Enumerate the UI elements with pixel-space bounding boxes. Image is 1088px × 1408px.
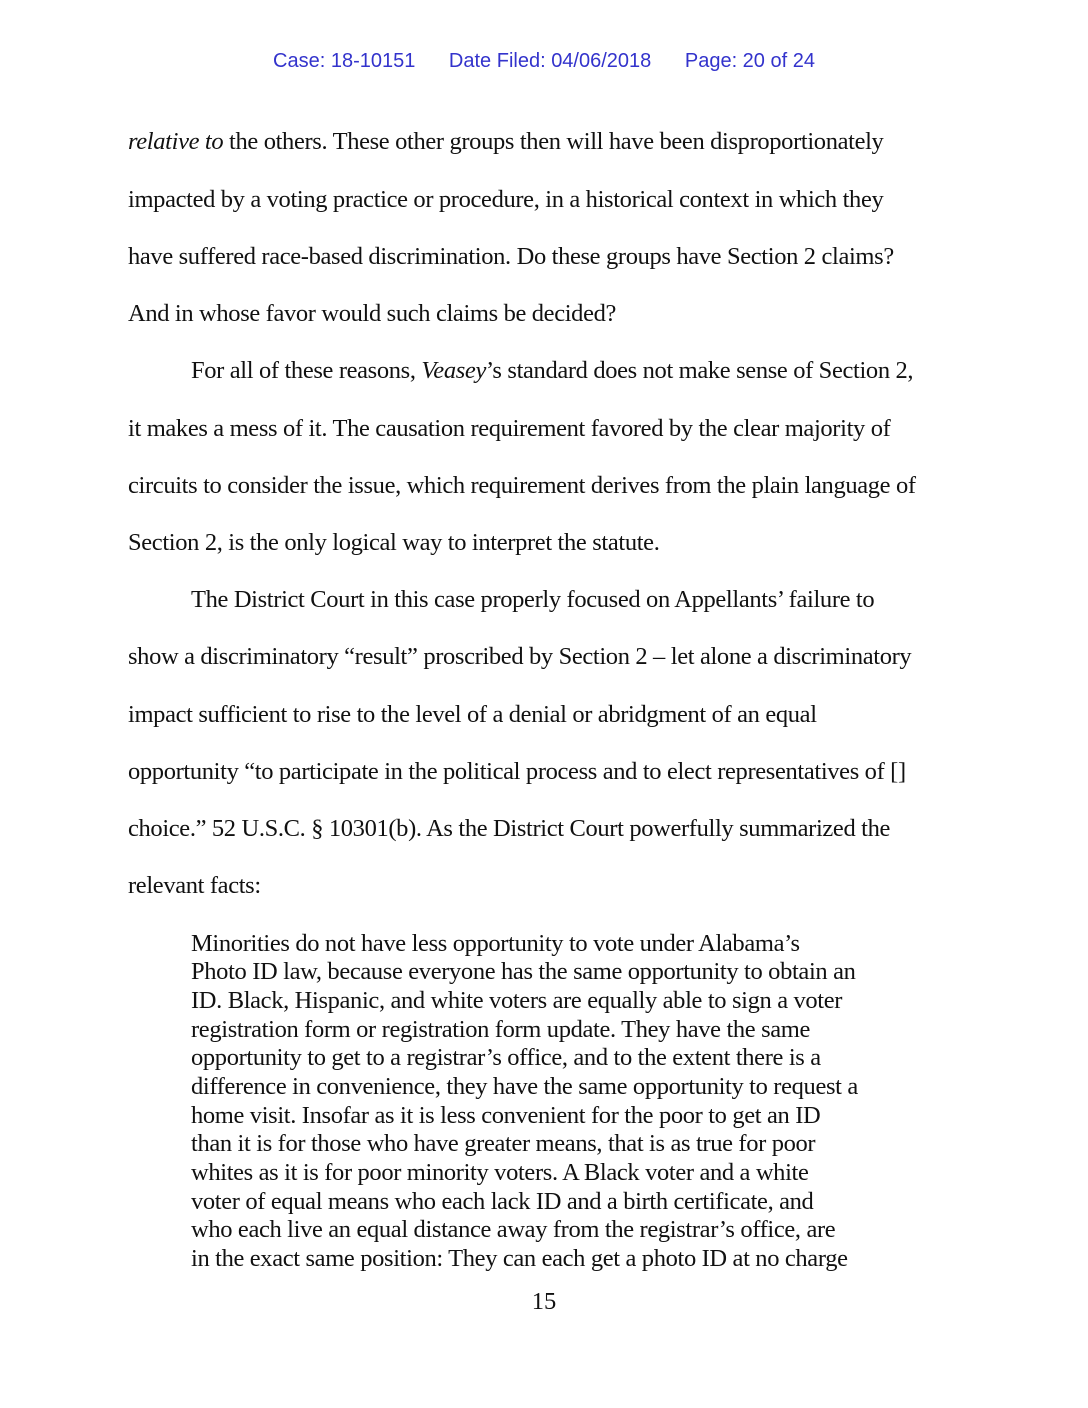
body-line: The District Court in this case properly focused on Appellants’ failure to (191, 586, 875, 613)
body-line: For all of these reasons, Veasey’s standard does not make sense of Section 2, (191, 357, 914, 384)
page-indicator: Page: 20 of 24 (684, 50, 815, 72)
quote-line: whites as it is for poor minority voters. A Black voter and a white (191, 1159, 809, 1186)
quote-line: Minorities do not have less opportunity to vote under Alabama’s (191, 930, 800, 957)
quote-line: than it is for those who have greater means, that is as true for poor (191, 1130, 816, 1157)
quote-line: home visit. Insofar as it is less convenient for the poor to get an ID (191, 1102, 821, 1129)
quote-line: difference in convenience, they have the same opportunity to request a (191, 1073, 858, 1100)
quote-line: Photo ID law, because everyone has the same opportunity to obtain an (191, 958, 856, 985)
body-line: circuits to consider the issue, which requirement derives from the plain language of (128, 472, 916, 499)
quote-line: registration form or registration form update. They have the same (191, 1016, 811, 1043)
body-line: impacted by a voting practice or procedure, in a historical context in which they (128, 186, 884, 213)
filing-header (0, 50, 1088, 73)
case-number: Case: 18-10151 (273, 50, 416, 72)
page-number: 15 (531, 1288, 557, 1315)
italic-phrase: relative to (128, 128, 224, 155)
body-line: relative to the others. These other groups then will have been disproportionately (128, 128, 884, 155)
body-line: relevant facts: (128, 872, 261, 899)
body-line: have suffered race-based discrimination. Do these groups have Section 2 claims? (128, 243, 894, 270)
body-line: opportunity “to participate in the political process and to elect representatives of [] (128, 758, 906, 785)
quote-line: who each live an equal distance away from the registrar’s office, are (191, 1216, 836, 1243)
body-line: And in whose favor would such claims be decided? (128, 300, 617, 327)
body-line: Section 2, is the only logical way to interpret the statute. (128, 529, 660, 556)
case-name-italic: Veasey (421, 357, 486, 384)
quote-line: ID. Black, Hispanic, and white voters are equally able to sign a voter (191, 987, 843, 1014)
body-line: it makes a mess of it. The causation requirement favored by the clear majority of (128, 415, 891, 442)
quote-line: opportunity to get to a registrar’s office, and to the extent there is a (191, 1044, 821, 1071)
quote-line: in the exact same position: They can each get a photo ID at no charge (191, 1245, 848, 1272)
body-line: choice.” 52 U.S.C. § 10301(b). As the District Court powerfully summarized the (128, 815, 891, 842)
body-line: impact sufficient to rise to the level of a denial or abridgment of an equal (128, 701, 817, 728)
body-line: show a discriminatory “result” proscribed by Section 2 – let alone a discriminatory (128, 643, 912, 670)
date-filed: Date Filed: 04/06/2018 (448, 50, 652, 72)
quote-line: voter of equal means who each lack ID and a birth certificate, and (191, 1188, 814, 1215)
